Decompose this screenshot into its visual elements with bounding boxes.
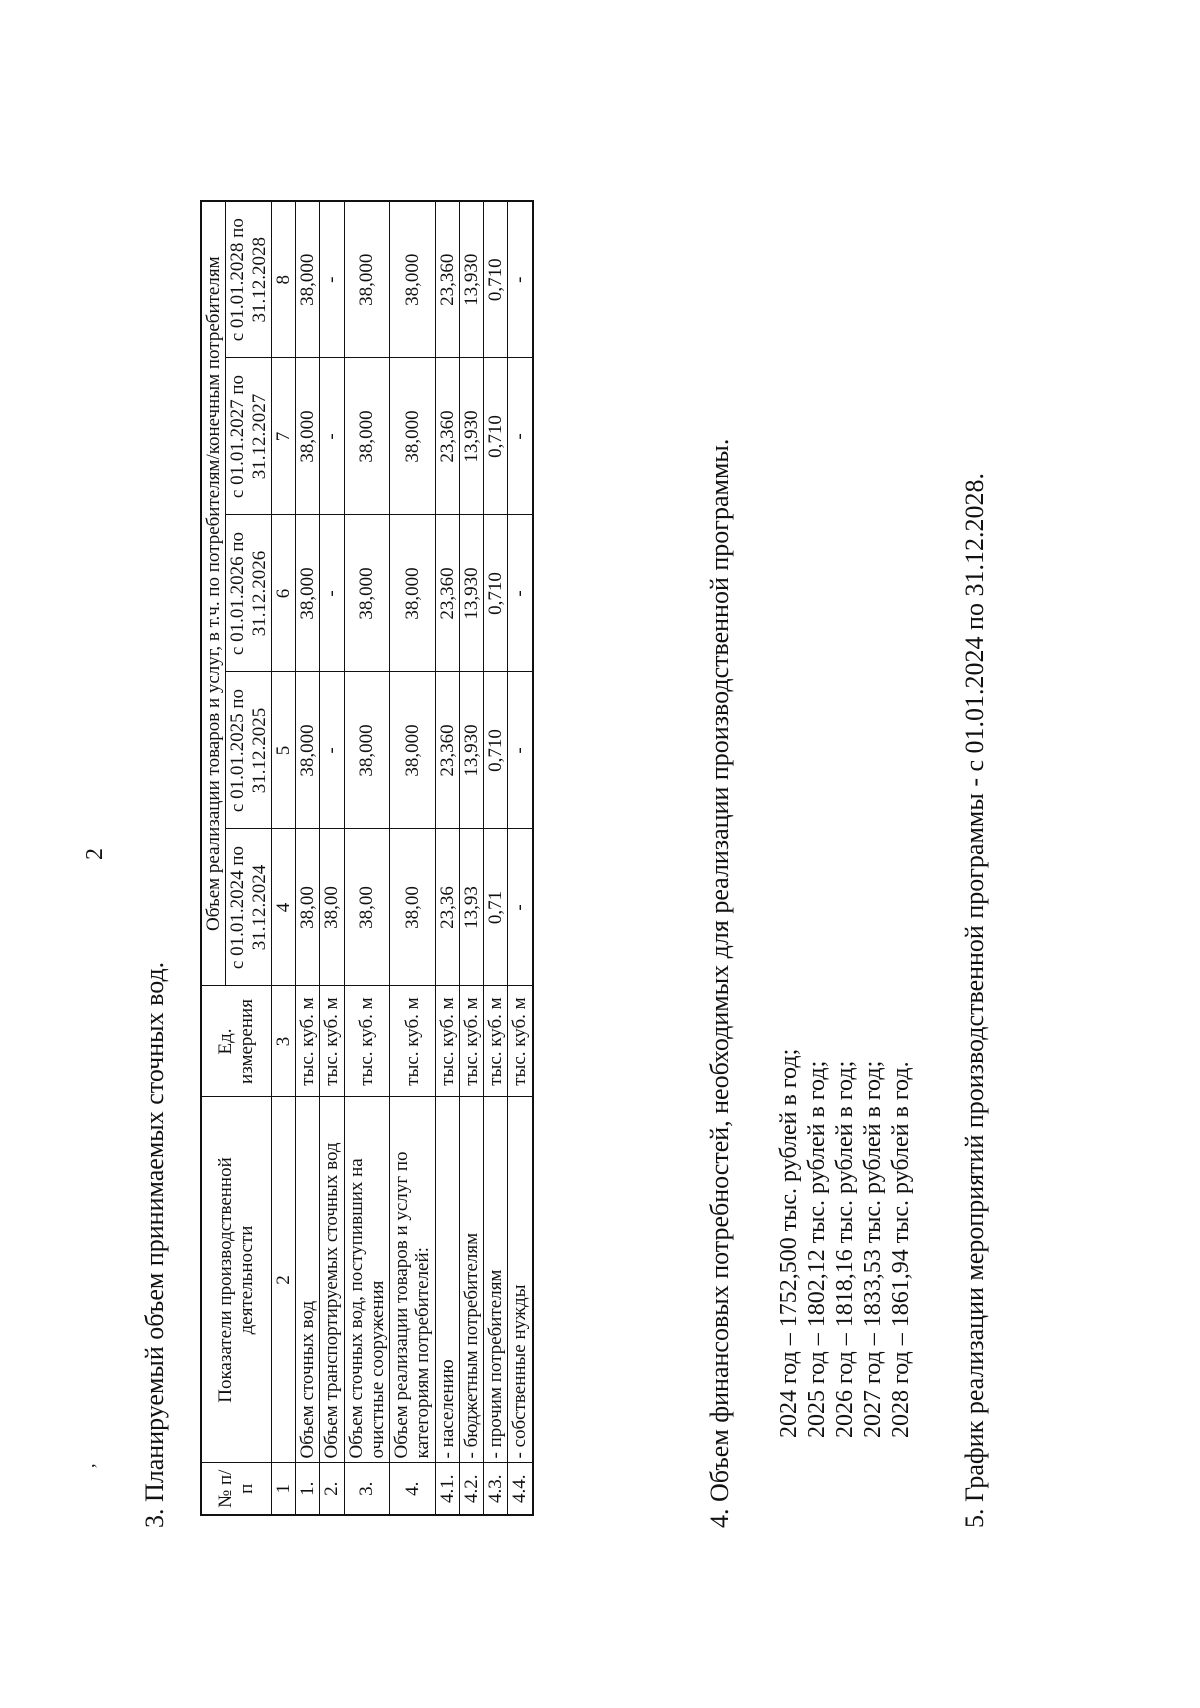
row-value: - xyxy=(320,201,344,358)
row-number: 4.3. xyxy=(484,1463,508,1515)
row-value: 13,930 xyxy=(459,358,483,515)
row-number: 4.4. xyxy=(508,1463,533,1515)
row-unit: тыс. куб. м xyxy=(508,986,533,1097)
row-value: 38,000 xyxy=(296,201,320,358)
row-value: - xyxy=(320,515,344,672)
row-indicator: - прочим потребителям xyxy=(484,1097,508,1463)
finance-line-2025: 2025 год – 1802,12 тыс. рублей в год; xyxy=(804,1060,830,1438)
table-row xyxy=(435,201,459,1515)
row-unit: тыс. куб. м xyxy=(320,986,344,1097)
column-number: 8 xyxy=(271,201,295,358)
table-row xyxy=(484,201,508,1515)
row-value: 13,930 xyxy=(459,515,483,672)
row-value: 23,360 xyxy=(435,515,459,672)
table-row xyxy=(344,201,390,1515)
header-unit: Ед. измерения xyxy=(201,986,271,1097)
header-period-2026: с 01.01.2026 по 31.12.2026 xyxy=(226,515,272,672)
row-value: 23,360 xyxy=(435,201,459,358)
row-unit: тыс. куб. м xyxy=(390,986,436,1097)
table-row xyxy=(296,201,320,1515)
row-value: 0,710 xyxy=(484,201,508,358)
table-row xyxy=(508,201,533,1515)
row-number: 3. xyxy=(344,1463,390,1515)
row-value: 0,71 xyxy=(484,829,508,986)
row-indicator: - населению xyxy=(435,1097,459,1463)
row-value: 38,000 xyxy=(390,201,436,358)
row-value: 38,000 xyxy=(344,672,390,829)
header-num: № п/п xyxy=(201,1463,271,1515)
row-number: 4.1. xyxy=(435,1463,459,1515)
row-value: - xyxy=(508,829,533,986)
row-value: - xyxy=(508,358,533,515)
header-period-2025: с 01.01.2025 по 31.12.2025 xyxy=(226,672,272,829)
row-number: 1. xyxy=(296,1463,320,1515)
row-value: 0,710 xyxy=(484,515,508,672)
page-number: 2 xyxy=(82,848,108,860)
row-value: 38,00 xyxy=(296,829,320,986)
row-unit: тыс. куб. м xyxy=(296,986,320,1097)
column-number: 4 xyxy=(271,829,295,986)
row-value: 38,000 xyxy=(296,358,320,515)
row-value: 38,00 xyxy=(390,829,436,986)
header-period-2027: с 01.01.2027 по 31.12.2027 xyxy=(226,358,272,515)
row-value: 38,000 xyxy=(296,672,320,829)
finance-line-2024: 2024 год – 1752,500 тыс. рублей в год; xyxy=(776,1048,802,1438)
column-number: 2 xyxy=(271,1097,295,1463)
column-number-row xyxy=(271,201,295,1515)
row-indicator: - бюджетным потребителям xyxy=(459,1097,483,1463)
row-value: - xyxy=(320,672,344,829)
row-value: 38,000 xyxy=(344,515,390,672)
row-indicator: Объем сточных вод, поступивших на очистные сооружения xyxy=(344,1097,390,1463)
row-value: 23,360 xyxy=(435,358,459,515)
header-period-2028: с 01.01.2028 по 31.12.2028 xyxy=(226,201,272,358)
table-row xyxy=(390,201,436,1515)
column-number: 5 xyxy=(271,672,295,829)
wastewater-volume-table xyxy=(200,200,534,1516)
row-value: 38,000 xyxy=(296,515,320,672)
row-unit: тыс. куб. м xyxy=(435,986,459,1097)
row-unit: тыс. куб. м xyxy=(484,986,508,1097)
section-3-heading: 3. Планируемый объем принимаемых сточных вод. xyxy=(140,961,169,1528)
row-value: 23,36 xyxy=(435,829,459,986)
column-number: 7 xyxy=(271,358,295,515)
column-number: 3 xyxy=(271,986,295,1097)
section-5-heading: 5. График реализации мероприятий производственной программы - с 01.01.2024 по 31.12.2028. xyxy=(960,473,989,1528)
column-number: 6 xyxy=(271,515,295,672)
row-value: - xyxy=(508,672,533,829)
header-row-1 xyxy=(201,201,226,1515)
row-number: 4.2. xyxy=(459,1463,483,1515)
row-value: 38,000 xyxy=(390,515,436,672)
row-indicator: Объем сточных вод xyxy=(296,1097,320,1463)
column-number: 1 xyxy=(271,1463,295,1515)
row-value: 38,000 xyxy=(344,201,390,358)
row-indicator: Объем реализации товаров и услуг по категориям потребителей: xyxy=(390,1097,436,1463)
row-value: - xyxy=(508,515,533,672)
row-value: 38,000 xyxy=(344,358,390,515)
row-value: 38,00 xyxy=(320,829,344,986)
table-row xyxy=(320,201,344,1515)
row-number: 2. xyxy=(320,1463,344,1515)
row-indicator: - собственные нужды xyxy=(508,1097,533,1463)
row-value: 13,930 xyxy=(459,201,483,358)
finance-line-2026: 2026 год – 1818,16 тыс. рублей в год; xyxy=(832,1060,858,1438)
row-unit: тыс. куб. м xyxy=(344,986,390,1097)
header-indicator: Показатели производственной деятельности xyxy=(201,1097,271,1463)
row-unit: тыс. куб. м xyxy=(459,986,483,1097)
row-value: 0,710 xyxy=(484,358,508,515)
corner-mark: , xyxy=(78,1463,98,1468)
header-group: Объем реализации товаров и услуг, в т.ч. по потребителям/конечным потребителям xyxy=(201,201,226,986)
row-indicator: Объем транспортируемых сточных вод xyxy=(320,1097,344,1463)
row-value: 38,000 xyxy=(390,358,436,515)
row-value: - xyxy=(508,201,533,358)
row-value: 23,360 xyxy=(435,672,459,829)
finance-line-2028: 2028 год – 1861,94 тыс. рублей в год. xyxy=(888,1061,914,1438)
row-value: 38,000 xyxy=(390,672,436,829)
finance-needs-list xyxy=(775,1049,915,1438)
row-value: 38,00 xyxy=(344,829,390,986)
table-row xyxy=(459,201,483,1515)
row-value: - xyxy=(320,358,344,515)
row-value: 0,710 xyxy=(484,672,508,829)
row-number: 4. xyxy=(390,1463,436,1515)
section-4-heading: 4. Объем финансовых потребностей, необходимых для реализации производственной программы. xyxy=(705,438,734,1528)
row-value: 13,930 xyxy=(459,672,483,829)
row-value: 13,93 xyxy=(459,829,483,986)
header-period-2024: с 01.01.2024 по 31.12.2024 xyxy=(226,829,272,986)
finance-line-2027: 2027 год – 1833,53 тыс. рублей в год; xyxy=(860,1060,886,1438)
